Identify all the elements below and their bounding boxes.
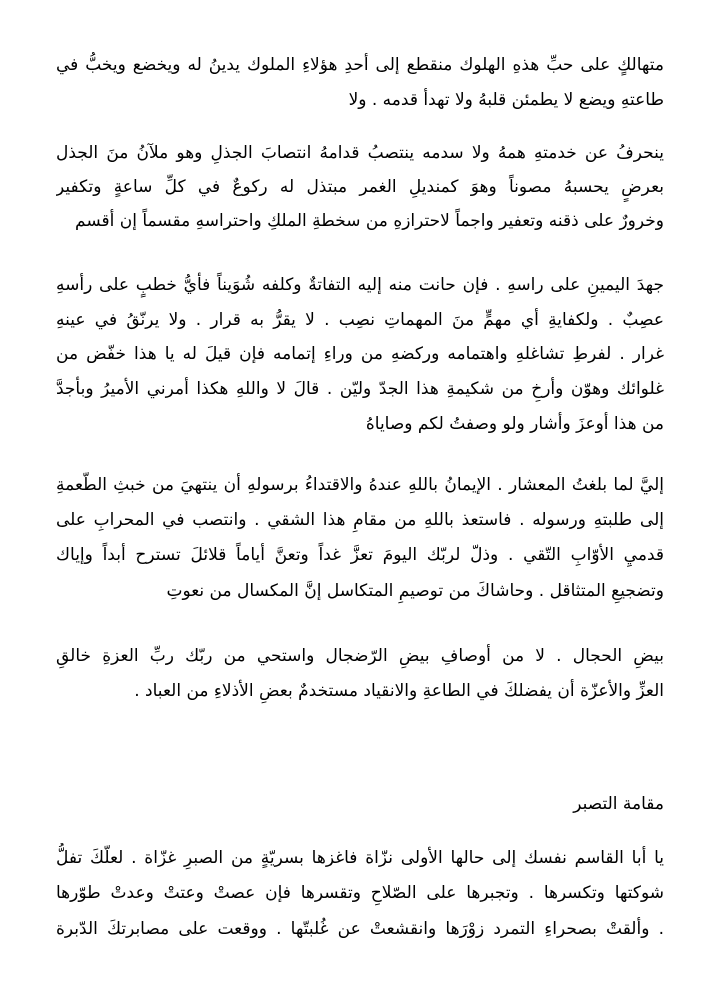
p3-line-3: غرار . لفرطِ تشاغلهِ واهتمامه وركضهِ من وراءِ إتمامه فإن قيلَ له يا هذا خفّض من [56,344,664,364]
p4-line-1: إليَّ لما بلغتُ المعشار . الإيمانُ باللهِ عندهُ والاقتداءُ برسولهِ أن ينتهيَ من خبثِ الطّعمةِ [56,475,664,495]
p5-line-1: بيضِ الحجال . لا من أوصافِ بيضِ الرّضجال واستحي من ربّك ربِّ العزةِ خالقِ [56,646,664,666]
p4-line-2: إلى طلبتهِ ورسوله . فاستعذ باللهِ من مقامِ هذا الشقي . وانتصب في المحرابِ على [56,510,664,530]
p3-line-2: عصِبٌ . ولكفايةِ أي مهمٍّ منَ المهماتِ نصِب . لا يقرُّ به قرار . ولا يرنّقُ في عينهِ [56,310,664,330]
p5-line-2: العزِّ والأعزّة أن يفضلكَ في الطاعةِ والانقياد مستخدمٌ بعضِ الأذلاءِ من العباد . [134,681,664,701]
p6-line-3: . وألقتْ بصحراءِ التمرد زوْرَها وانقشعتْ عن غُلبتّها . ووقعت على مصابرتكَ الدّبرة [56,919,664,939]
p6-line-2: شوكتها وتكسرها . وتجبرها على الصّلاحِ وتقسرها فإن عصتْ وعتتْ وعدتْ طوّرها [56,883,664,903]
p6-line-1: يا أبا القاسم نفسك إلى حالها الأولى نزّاة فاغزها بسريّةٍ من الصبرِ غزّاة . لعلّكَ تفلُّ [56,848,664,868]
section-title: مقامة التصبر [573,794,664,814]
p3-line-5: من هذا أوعزَ وأشار ولو وصفتُ لكم وصاياهُ [365,414,664,434]
p3-line-4: غلوائك وهوّن وأرخِ من شكيمةِ هذا الجدّ وليّن . قالَ لا واللهِ هكذا أمرني الأميرُ وبأجدَّ [56,379,664,399]
p2-line-2: بعرضٍ يحسبهُ مصوناً وهوَ كمنديلِ الغمر مبتذل له ركوعٌ في كلِّ ساعةٍ وتكفير [56,177,664,197]
p4-line-3: قدميِ الأوّابِ التّقي . وذلّ لربّك اليومَ تعزَّ غداً وتعنَّ أياماً قلائلَ تسترح أبداً وإياك [56,545,664,565]
p2-line-3: وخرورٌ على ذقنه وتعفير واجماً لاحترازهِ من سخطةِ الملكِ واحتراسهِ مقسماً إن أقسم [75,211,664,231]
p1-line-1: متهالكٍ على حبِّ هذهِ الهلوك منقطع إلى أحدِ هؤلاءِ الملوك يدينُ له ويخضع ويخبُّ في [56,55,664,75]
p2-line-1: ينحرفُ عن خدمتهِ همهُ ولا سدمه ينتصبُ قدامهُ انتصابَ الجذلِ وهو ملآنُ منَ الجذل [56,143,664,163]
p1-line-2: طاعتهِ ويضع لا يطمئن قلبهُ ولا تهدأ قدمه . ولا [348,90,664,110]
p4-line-4: وتضجيعِ المتثاقل . وحاشاكَ من توصيمِ المتكاسل إنَّ المكسال من نعوتِ [166,581,664,601]
p3-line-1: جهدَ اليمينِ على راسهِ . فإن حانت منه إليه التفاتةٌ وكلفه شُوَيناً فأيُّ خطبٍ على رأسهِ [56,275,664,295]
